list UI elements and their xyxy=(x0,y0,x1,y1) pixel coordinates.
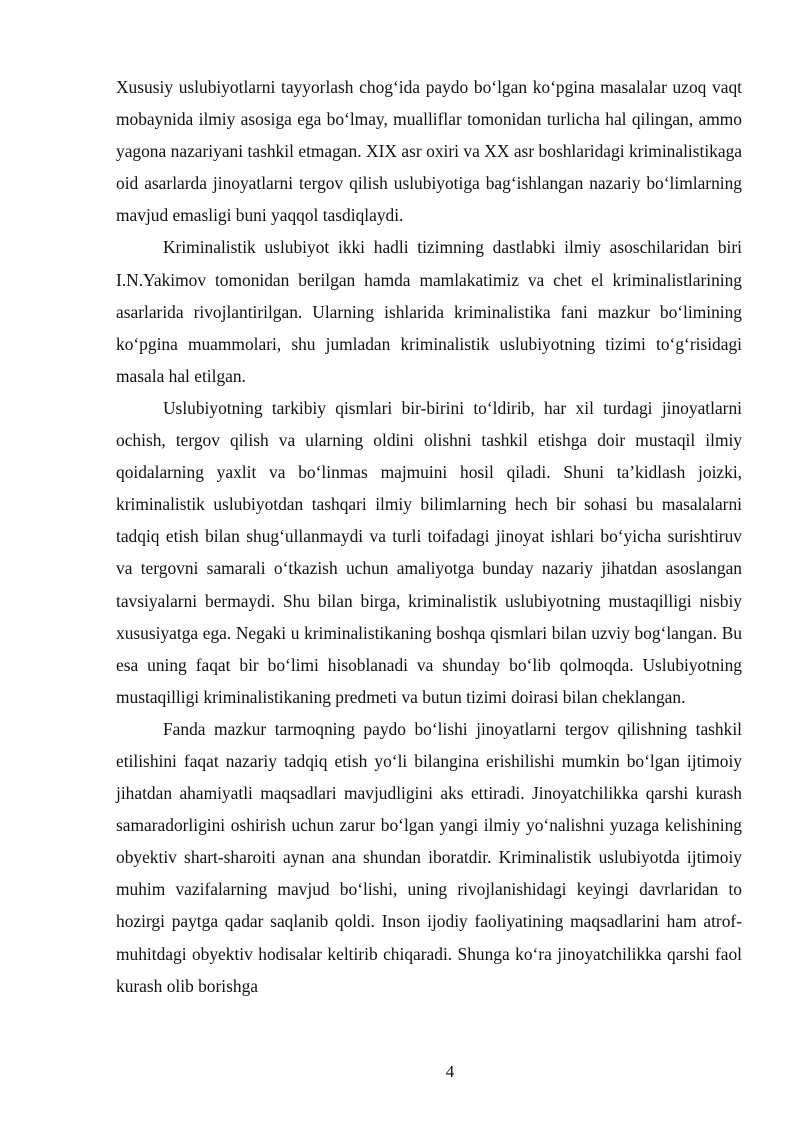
paragraph-1: Xususiy uslubiyotlarni tayyorlash chog‘ida paydo bo‘lgan ko‘pgina masalalar uzoq vaqt mobaynida ilmiy asosiga ega bo‘lmay, mualliflar tomonidan turlicha hal qilingan, ammo yagona nazariyani tashkil etmagan. XIX asr oxiri va XX asr boshlaridagi kriminalistikaga oid asarlarda jinoyatlarni tergov qilish uslubiyotiga bag‘ishlangan nazariy bo‘limlarning mavjud emasligi buni yaqqol tasdiqlaydi. xyxy=(116,77,742,226)
paragraph-4: Fanda mazkur tarmoqning paydo bo‘lishi jinoyatlarni tergov qilishning tashkil etilishini faqat nazariy tadqiq etish yo‘li bilangina erishilishi mumkin bo‘lgan ijtimoiy jihatdan ahamiyatli maqsadlari mavjudligini aks ettiradi. Jinoyatchilikka qarshi kurash samaradorligini oshirish uchun zarur bo‘lgan yangi ilmiy yo‘nalishni yuzaga kelishining obyektiv shart-sharoiti aynan ana shundan iboratdir. Kriminalistik uslubiyotda ijtimoiy muhim vazifalarning mavjud bo‘lishi, uning rivojlanishidagi keyingi davrlaridan to hozirgi paytga qadar saqlanib qoldi. Inson ijodiy faoliyatining maqsadlarini ham atrof-muhitdagi obyektiv hodisalar keltirib chiqaradi. Shunga ko‘ra jinoyatchilikka qarshi faol kurash olib borishga xyxy=(116,718,742,996)
body-text xyxy=(116,71,742,1002)
paragraph-2: Kriminalistik uslubiyot ikki hadli tizimning dastlabki ilmiy asoschilaridan biri I.N.Yakimov tomonidan berilgan hamda mamlakatimiz va chet el kriminalistlarining asarlarida rivojlantirilgan. Ularning ishlarida kriminalistika fani mazkur bo‘limining ko‘pgina muammolari, shu jumladan kriminalistik uslubiyotning tizimi to‘g‘risidagi masala hal etilgan. xyxy=(116,237,742,386)
page-number: 4 xyxy=(445,1062,455,1081)
paragraph-3: Uslubiyotning tarkibiy qismlari bir-birini to‘ldirib, har xil turdagi jinoyatlarni ochish, tergov qilish va ularning oldini olishni tashkil etishga doir mustaqil ilmiy qoidalarning yaxlit va bo‘linmas majmuini hosil qiladi. Shuni ta’kidlash joizki, kriminalistik uslubiyotdan tashqari ilmiy bilimlarning hech bir sohasi bu masalalarni tadqiq etish bilan shug‘ullanmaydi va turli toifadagi jinoyat ishlari bo‘yicha surishtiruv va tergovni samarali o‘tkazish uchun amaliyotga bunday nazariy jihatdan asoslangan tavsiyalarni bermaydi. Shu bilan birga, kriminalistik uslubiyotning mustaqilligi nisbiy xususiyatga ega. Negaki u kriminalistikaning boshqa qismlari bilan uzviy bog‘langan. Bu esa uning faqat bir bo‘limi hisoblanadi va shunday bo‘lib qolmoqda. Uslubiyotning mustaqilligi kriminalistikaning predmeti va butun tizimi doirasi bilan cheklangan. xyxy=(116,397,742,707)
